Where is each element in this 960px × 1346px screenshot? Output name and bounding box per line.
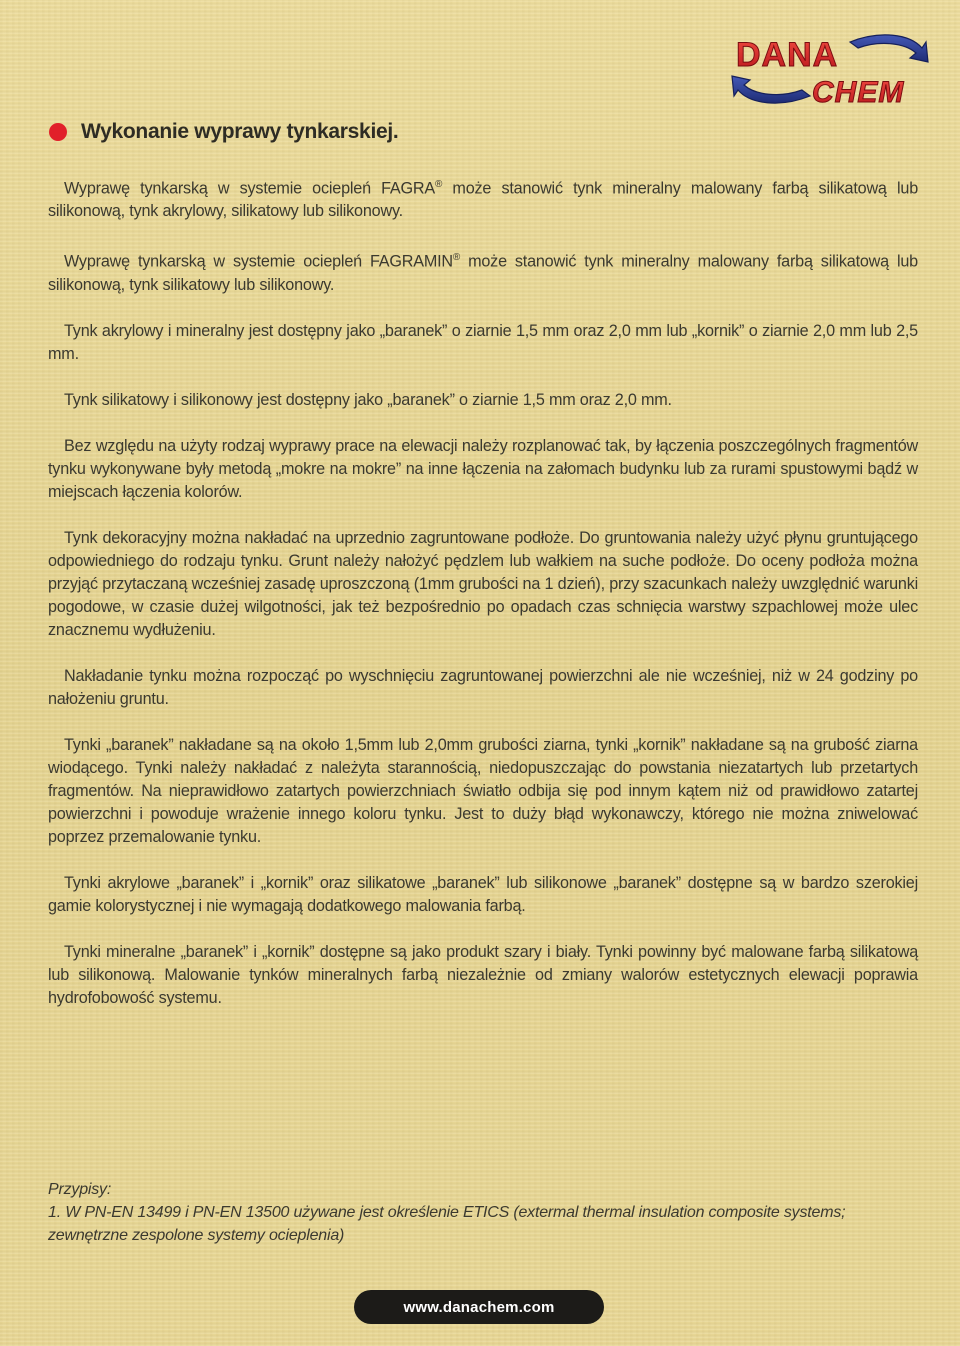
footnotes: [48, 1178, 923, 1247]
footnote-item: 1. W PN-EN 13499 i PN-EN 13500 używane jest określenie ETICS (extermal thermal insulation composite systems; zewnętrzne zespolone systemy ocieplenia): [48, 1204, 846, 1244]
paragraph-fagra: Wyprawę tynkarską w systemie ociepleń FAGRA® może stanowić tynk mineralny malowany farbą silikatową lub silikonową, tynk akrylowy, silikatowy lub silikonowy.: [48, 179, 918, 221]
paragraph-mineral-painting: Tynki mineralne „baranek” i „kornik” dostępne są jako produkt szary i biały. Tynki powinny być malowane farbą silikatową lub silikonową. Malowanie tynków mineralnych farbą niezależnie od zmiany walorów estetycznych elewacji poprawia hydrofobowość systemu.: [48, 942, 918, 1007]
section-heading: [49, 120, 398, 144]
logo-text-chem: CHEM: [812, 76, 905, 109]
paragraph-joints: Bez względu na użyty rodzaj wyprawy prace na elewacji należy rozplanować tak, by łączenia poszczególnych fragmentów tynku wykonywane były metodą „mokre na mokre” na inne łączenia na załomach budynku lub za rurami spustowymi bądź w miejscach łączenia kolorów.: [48, 436, 918, 501]
paragraph-silicate-silicone: Tynk silikatowy i silikonowy jest dostępny jako „baranek” o ziarnie 1,5 mm oraz 2,0 mm.: [64, 390, 672, 409]
paragraph-priming: Tynk dekoracyjny można nakładać na uprzednio zagruntowane podłoże. Do gruntowania należy użyć płynu gruntującego odpowiedniego do rodzaju tynku. Grunt należy nałożyć pędzlem lub wałkiem na suche podłoże. Do oceny podłoża można przyjąć przytaczaną wcześniej zasadę uproszczoną (1mm grubości na 1 dzień), przy szacunkach należy uwzględnić warunki pogodowe, w czasie dużej wilgotności, jak też bezpośrednio po opadach czas schnięcia warstwy szpachlowej może ulec znacznemu wydłużeniu.: [48, 528, 918, 639]
red-bullet-icon: [49, 123, 67, 141]
logo-text-dana: DANA: [736, 36, 839, 74]
paragraph-grain: Tynki „baranek” nakładane są na około 1,5mm lub 2,0mm grubości ziarna, tynki „kornik” nakładane są na grubość ziarna wiodącego. Tynki należy nakładać z należyta starannością, niedopuszczając do powstania niezatartych lub przetartych fragmentów. Na nieprawidłowo zatartych powierzchniach światło odbija się pod innym kątem niż od prawidłowo zatartej powierzchni i powoduje wrażenie innego koloru tynku. Jest to duży błąd wykonawczy, którego nie można zniwelować poprzez przemalowanie tynku.: [48, 735, 918, 846]
arrow-top-icon: [850, 35, 928, 62]
paragraph-colors: Tynki akrylowe „baranek” i „kornik” oraz silikatowe „baranek” lub silikonowe „baranek” dostępne są w bardzo szerokiej gamie kolorystycznej i nie wymagają dodatkowego malowania farbą.: [48, 873, 918, 915]
website-link[interactable]: www.danachem.com: [354, 1290, 604, 1324]
arrow-bottom-icon: [732, 76, 810, 103]
paragraph-application-time: Nakładanie tynku można rozpocząć po wyschnięciu zagruntowanej powierzchni ale nie wcześniej, niż w 24 godziny po nałożeniu gruntu.: [48, 666, 918, 708]
paragraph-fagramin: Wyprawę tynkarską w systemie ociepleń FAGRAMIN® może stanowić tynk mineralny malowany farbą silikatową lub silikonową, tynk silikatowy lub silikonowy.: [48, 252, 918, 294]
body-text: [48, 173, 918, 1033]
paragraph-acrylic-mineral: Tynk akrylowy i mineralny jest dostępny jako „baranek” o ziarnie 1,5 mm oraz 2,0 mm lub „kornik” o ziarnie 2,0 mm lub 2,5 mm.: [48, 321, 918, 363]
danachem-logo: [730, 28, 930, 110]
page-title: Wykonanie wyprawy tynkarskiej.: [81, 120, 399, 143]
footnotes-title: Przypisy:: [48, 1181, 112, 1198]
